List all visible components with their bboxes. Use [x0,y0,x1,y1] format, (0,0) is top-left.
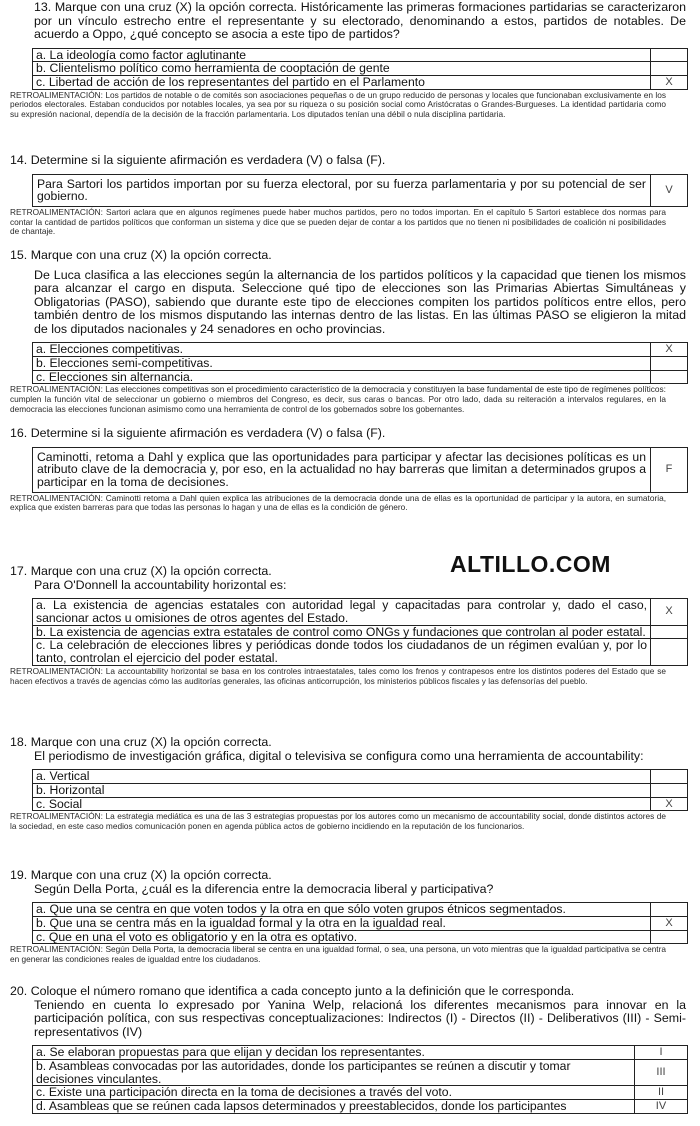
statement-text: Para Sartori los partidos importan por su fuerza electoral, por su fuerza parlamentaria y por su potencial de ser gobierno. [33,174,651,207]
option-mark [651,770,688,784]
question-number: 14. [10,153,28,167]
question-subtext: Para O'Donnell la accountability horizontal es: [34,577,287,592]
question-subtext: Según Della Porta, ¿cuál es la diferencia entre la democracia liberal y participativa? [34,881,494,896]
feedback-text: RETROALIMENTACIÓN: Caminotti retoma a Dahl quien explica las atribuciones de la democracia donde una de ellas es la oportunidad de participar y la autora, en sumatoria, explica que existen barreras para que todas las personas lo hagan y una de ellas es la condición de género. [10,492,666,513]
option-row [33,62,688,76]
option-row [33,930,688,944]
option-mark: X [651,797,688,811]
option-mark [651,625,688,639]
option-row [33,916,688,930]
options-table [32,902,688,944]
question-15 [10,249,686,414]
option-row [33,770,688,784]
option-text: c. Libertad de acción de los representantes del partido en el Parlamento [33,76,651,90]
option-mark [651,639,688,666]
option-text: c. Que en una el voto es obligatorio y en la otra es optativo. [33,930,651,944]
question-text: Marque con una cruz (X) la opción correcta. [30,564,272,578]
statement-row [33,174,688,207]
option-text: c. Existe una participación directa en la toma de decisiones a través del voto. [33,1086,635,1100]
option-mark [651,356,688,370]
option-mark: X [651,599,688,626]
option-text: b. Que una se centra más en la igualdad formal y la otra en la igualdad real. [33,916,651,930]
option-row [33,356,688,370]
feedback-text: RETROALIMENTACIÓN: Los partidos de notable o de comités son asociaciones pequeñas o de un grupo reducido de personas y locales que funcionaban exclusivamente en los periodos electorales. Estaban conducidos por notables locales, ya sea por su riqueza o su posición social como Aristócratas o Grandes-Burgueses. La identidad partidaria como su expresión nacional, dependía de la decisión de la fracción parlamentaria. Los diputados tenían una débil o nula disciplina partidaria. [10,89,666,120]
options-table [32,1045,688,1114]
option-row [33,1086,688,1100]
option-mark [651,783,688,797]
question-stem [10,985,686,999]
option-row [33,370,688,384]
feedback-text: RETROALIMENTACIÓN: Sartori aclara que en algunos regímenes puede haber muchos partidos, pero no todos importan. En el capítulo 5 Sartori establece dos normas para contar la cantidad de partidos políticos que conforman un sistema y dice que se pueden dejar de contar a los partidos que no tienen ni posibilidades de coalición ni posibilidades de chantaje. [10,207,666,237]
question-19 [10,869,686,965]
statement-text: Caminotti, retoma a Dahl y explica que las oportunidades para participar y afectar las decisiones políticas es un atributo clave de la democracia y, por eso, en la actualidad no hay barreras que limitan a determinados grupos a participar en la toma de decisiones. [33,447,651,492]
question-stem [10,427,686,441]
question-subtext: El periodismo de investigación gráfica, digital o televisiva se configura como una herramienta de accountability: [34,748,644,763]
options-table [32,342,688,384]
option-text: b. Asambleas convocadas por las autoridades, donde los participantes se reúnen a discutir y tomar decisiones vinculantes. [33,1059,635,1086]
option-row [33,599,688,626]
statement-table [32,174,688,208]
answer-mark: V [651,174,688,207]
question-14 [10,154,686,237]
option-mark: X [651,76,688,90]
question-text: Marque con una cruz (X) la opción correcta. [30,735,272,749]
question-number: 17. [10,564,28,578]
option-mark [651,62,688,76]
question-stem [10,1,686,42]
question-number: 19. [10,868,28,882]
option-text: a. Vertical [33,770,651,784]
question-number: 18. [10,735,28,749]
statement-row [33,447,688,492]
option-text: a. Se elaboran propuestas para que elijan y decidan los representantes. [33,1046,635,1060]
option-mark [651,48,688,62]
options-table [32,48,688,90]
question-20 [10,985,686,1114]
question-text: Marque con una cruz (X) la opción correcta. Históricamente las primeras formaciones partidarias se caracterizaron por un vínculo estrecho entre el representante y su electorado, denominando a estos, partidos de notables. De acuerdo a Oppo, ¿qué concepto se asocia a este tipo de partidos? [34,0,686,41]
option-mark: IV [635,1100,688,1114]
answer-mark: F [651,447,688,492]
option-mark: III [635,1059,688,1086]
question-13 [10,1,686,120]
question-stem [10,154,686,168]
option-text: a. Elecciones competitivas. [33,343,651,357]
question-stem [10,565,686,579]
option-row [33,343,688,357]
option-text: c. Social [33,797,651,811]
feedback-text: RETROALIMENTACIÓN: La accountability horizontal se basa en los controles intraestatales, tales como los frenos y contrapesos entre los distintos poderes del Estado que se hacen efectivos a través de agencias cómo las auditorías generales, las oficinas anticorrupción, los ministerios públicos fiscales y las defensorías del pueblo. [10,665,666,686]
question-number: 20. [10,984,28,998]
option-row [33,1100,688,1114]
option-row [33,1059,688,1086]
option-row [33,76,688,90]
option-text: b. Elecciones semi-competitivas. [33,356,651,370]
option-mark [651,903,688,917]
option-text: b. La existencia de agencias extra estatales de control como ONGs y fundaciones que controlan al poder estatal. [33,625,651,639]
option-text: b. Horizontal [33,783,651,797]
option-text: a. La ideología como factor aglutinante [33,48,651,62]
option-text: a. La existencia de agencias estatales con autoridad legal y capacitadas para controlar y, dado el caso, sancionar actos u omisiones de otros agentes del Estado. [33,599,651,626]
question-text: Marque con una cruz (X) la opción correcta. [30,868,272,882]
question-paragraph: De Luca clasifica a las elecciones según la alternancia de los partidos políticos y la capacidad que tienen los mismos para alcanzar el cargo en disputa. Seleccione qué tipo de elecciones son las Primarias Abiertas Simultáneas y Obligatorias (PASO), sabiendo que durante este tipo de elecciones compiten los partidos políticos entre ellos, pero también dentro de los mismos disputando las internas dentro de las listas. En las últimas PASO se eligieron la mitad de los diputados nacionales y 24 senadores en ocho provincias. [34,267,686,336]
option-mark: I [635,1046,688,1060]
watermark-logo: ALTILLO.COM [450,551,611,577]
question-17 [10,565,686,686]
option-mark: X [651,343,688,357]
question-stem [10,869,686,883]
question-stem [10,736,686,750]
option-text: d. Asambleas que se reúnen cada lapsos determinados y preestablecidos, donde los participantes [33,1100,635,1114]
option-row [33,903,688,917]
question-text: Determine si la siguiente afirmación es verdadera (V) o falsa (F). [30,153,386,167]
question-text: Coloque el número romano que identifica a cada concepto junto a la definición que le corresponda. [30,984,575,998]
option-mark [651,930,688,944]
option-row [33,797,688,811]
option-row [33,639,688,666]
option-row [33,1046,688,1060]
question-number: 16. [10,426,28,440]
options-table [32,598,688,666]
option-row [33,783,688,797]
option-row [33,48,688,62]
option-text: c. Elecciones sin alternancia. [33,370,651,384]
feedback-text: RETROALIMENTACIÓN: Según Della Porta, la democracia liberal se centra en una igualdad formal, o sea, una persona, un voto mientras que la igualdad participativa se centra en generar las condiciones reales de igualdad entre los ciudadanos. [10,944,666,964]
question-16 [10,427,686,513]
option-mark: X [651,916,688,930]
feedback-text: RETROALIMENTACIÓN: Las elecciones competitivas son el procedimiento característico de la democracia y constituyen la base fundamental de este tipo de regímenes políticos: cumplen la función vital de seleccionar un gobierno o miembros del Congreso, es decir, sus caras o bancas. Por otro lado, dada su reiteración a intervalos regulares, en la democracia las elecciones funcionan asimismo como una herramienta de control de los gobernados sobre los gobernantes. [10,384,666,414]
option-text: c. La celebración de elecciones libres y periódicas donde todos los ciudadanos de un régimen evalúan y, por lo tanto, controlan el ejercicio del poder estatal. [33,639,651,666]
options-table [32,769,688,811]
question-number: 13. [34,0,52,14]
question-subtext: Teniendo en cuenta lo expresado por Yanina Welp, relacioná los diferentes mecanismos para innovar en la participación política, con sus respectivas conceptualizaciones: Indirectos (I) - Directos (II) - Deliberativos (III) - Semi-representativos (IV) [34,997,686,1039]
option-text: b. Clientelismo político como herramienta de cooptación de gente [33,62,651,76]
option-row [33,625,688,639]
option-mark [651,370,688,384]
option-mark: II [635,1086,688,1100]
question-text: Determine si la siguiente afirmación es verdadera (V) o falsa (F). [30,426,386,440]
question-text: Marque con una cruz (X) la opción correcta. [30,248,272,262]
option-text: a. Que una se centra en que voten todos y la otra en que sólo voten grupos étnicos segmentados. [33,903,651,917]
question-number: 15. [10,248,28,262]
feedback-text: RETROALIMENTACIÓN: La estrategia mediática es una de las 3 estrategias propuestas por los autores como un mecanismo de accountability social, donde distintos actores de la sociedad, en este caso medios comunicación ponen en agenda pública actos de gobierno incidiendo en la reputación de los funcionarios. [10,811,666,831]
question-18 [10,736,686,832]
statement-table [32,447,688,493]
question-stem [10,249,686,263]
